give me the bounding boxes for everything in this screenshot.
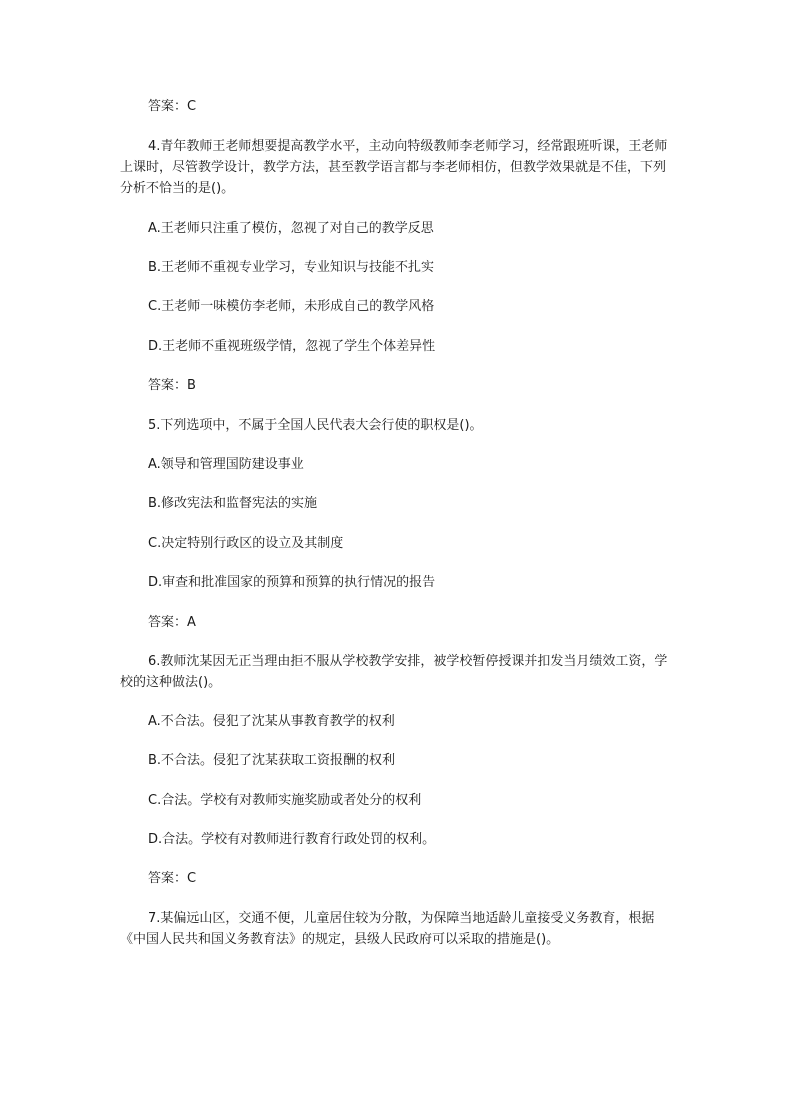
question-4-answer: 答案：B [148,378,196,393]
question-6-option-b: B.不合法。侵犯了沈某获取工资报酬的权利 [148,753,396,768]
question-5-answer: 答案：A [148,615,196,630]
question-4-option-d: D.王老师不重视班级学情，忽视了学生个体差异性 [148,339,436,354]
question-6-option-d: D.合法。学校有对教师进行教育行政处罚的权利。 [148,832,436,847]
question-5-stem: 5.下列选项中，不属于全国人民代表大会行使的职权是()。 [148,418,483,433]
question-6-answer: 答案：C [148,871,197,886]
question-5-option-d: D.审查和批准国家的预算和预算的执行情况的报告 [148,575,436,590]
question-6-option-c: C.合法。学校有对教师实施奖励或者处分的权利 [148,793,422,808]
question-4-option-c: C.王老师一味模仿李老师，未形成自己的教学风格 [148,299,435,314]
question-5-option-b: B.修改宪法和监督宪法的实施 [148,496,318,511]
question-4-option-a: A.王老师只注重了模仿，忽视了对自己的教学反思 [148,221,434,236]
question-4-option-b: B.王老师不重视专业学习，专业知识与技能不扎实 [148,260,435,275]
question-5-option-c: C.决定特别行政区的设立及其制度 [148,536,344,551]
question-4-stem: 4.青年教师王老师想要提高教学水平，主动向特级教师李老师学习，经常跟班听课，王老师上课时，尽管教学设计，教学方法，甚至教学语言都与李老师相仿，但教学效果就是不佳，下列分析不恰当的是()。 [120,139,668,196]
answer-prev: 答案：C [148,99,197,114]
question-6-option-a: A.不合法。侵犯了沈某从事教育教学的权利 [148,714,395,729]
question-7-stem: 7.某偏远山区，交通不便，儿童居住较为分散，为保障当地适龄儿童接受义务教育，根据《中国人民共和国义务教育法》的规定，县级人民政府可以采取的措施是()。 [120,911,655,947]
question-6-stem: 6.教师沈某因无正当理由拒不服从学校教学安排，被学校暂停授课并扣发当月绩效工资，学校的这种做法()。 [120,654,668,690]
question-5-option-a: A.领导和管理国防建设事业 [148,457,304,472]
